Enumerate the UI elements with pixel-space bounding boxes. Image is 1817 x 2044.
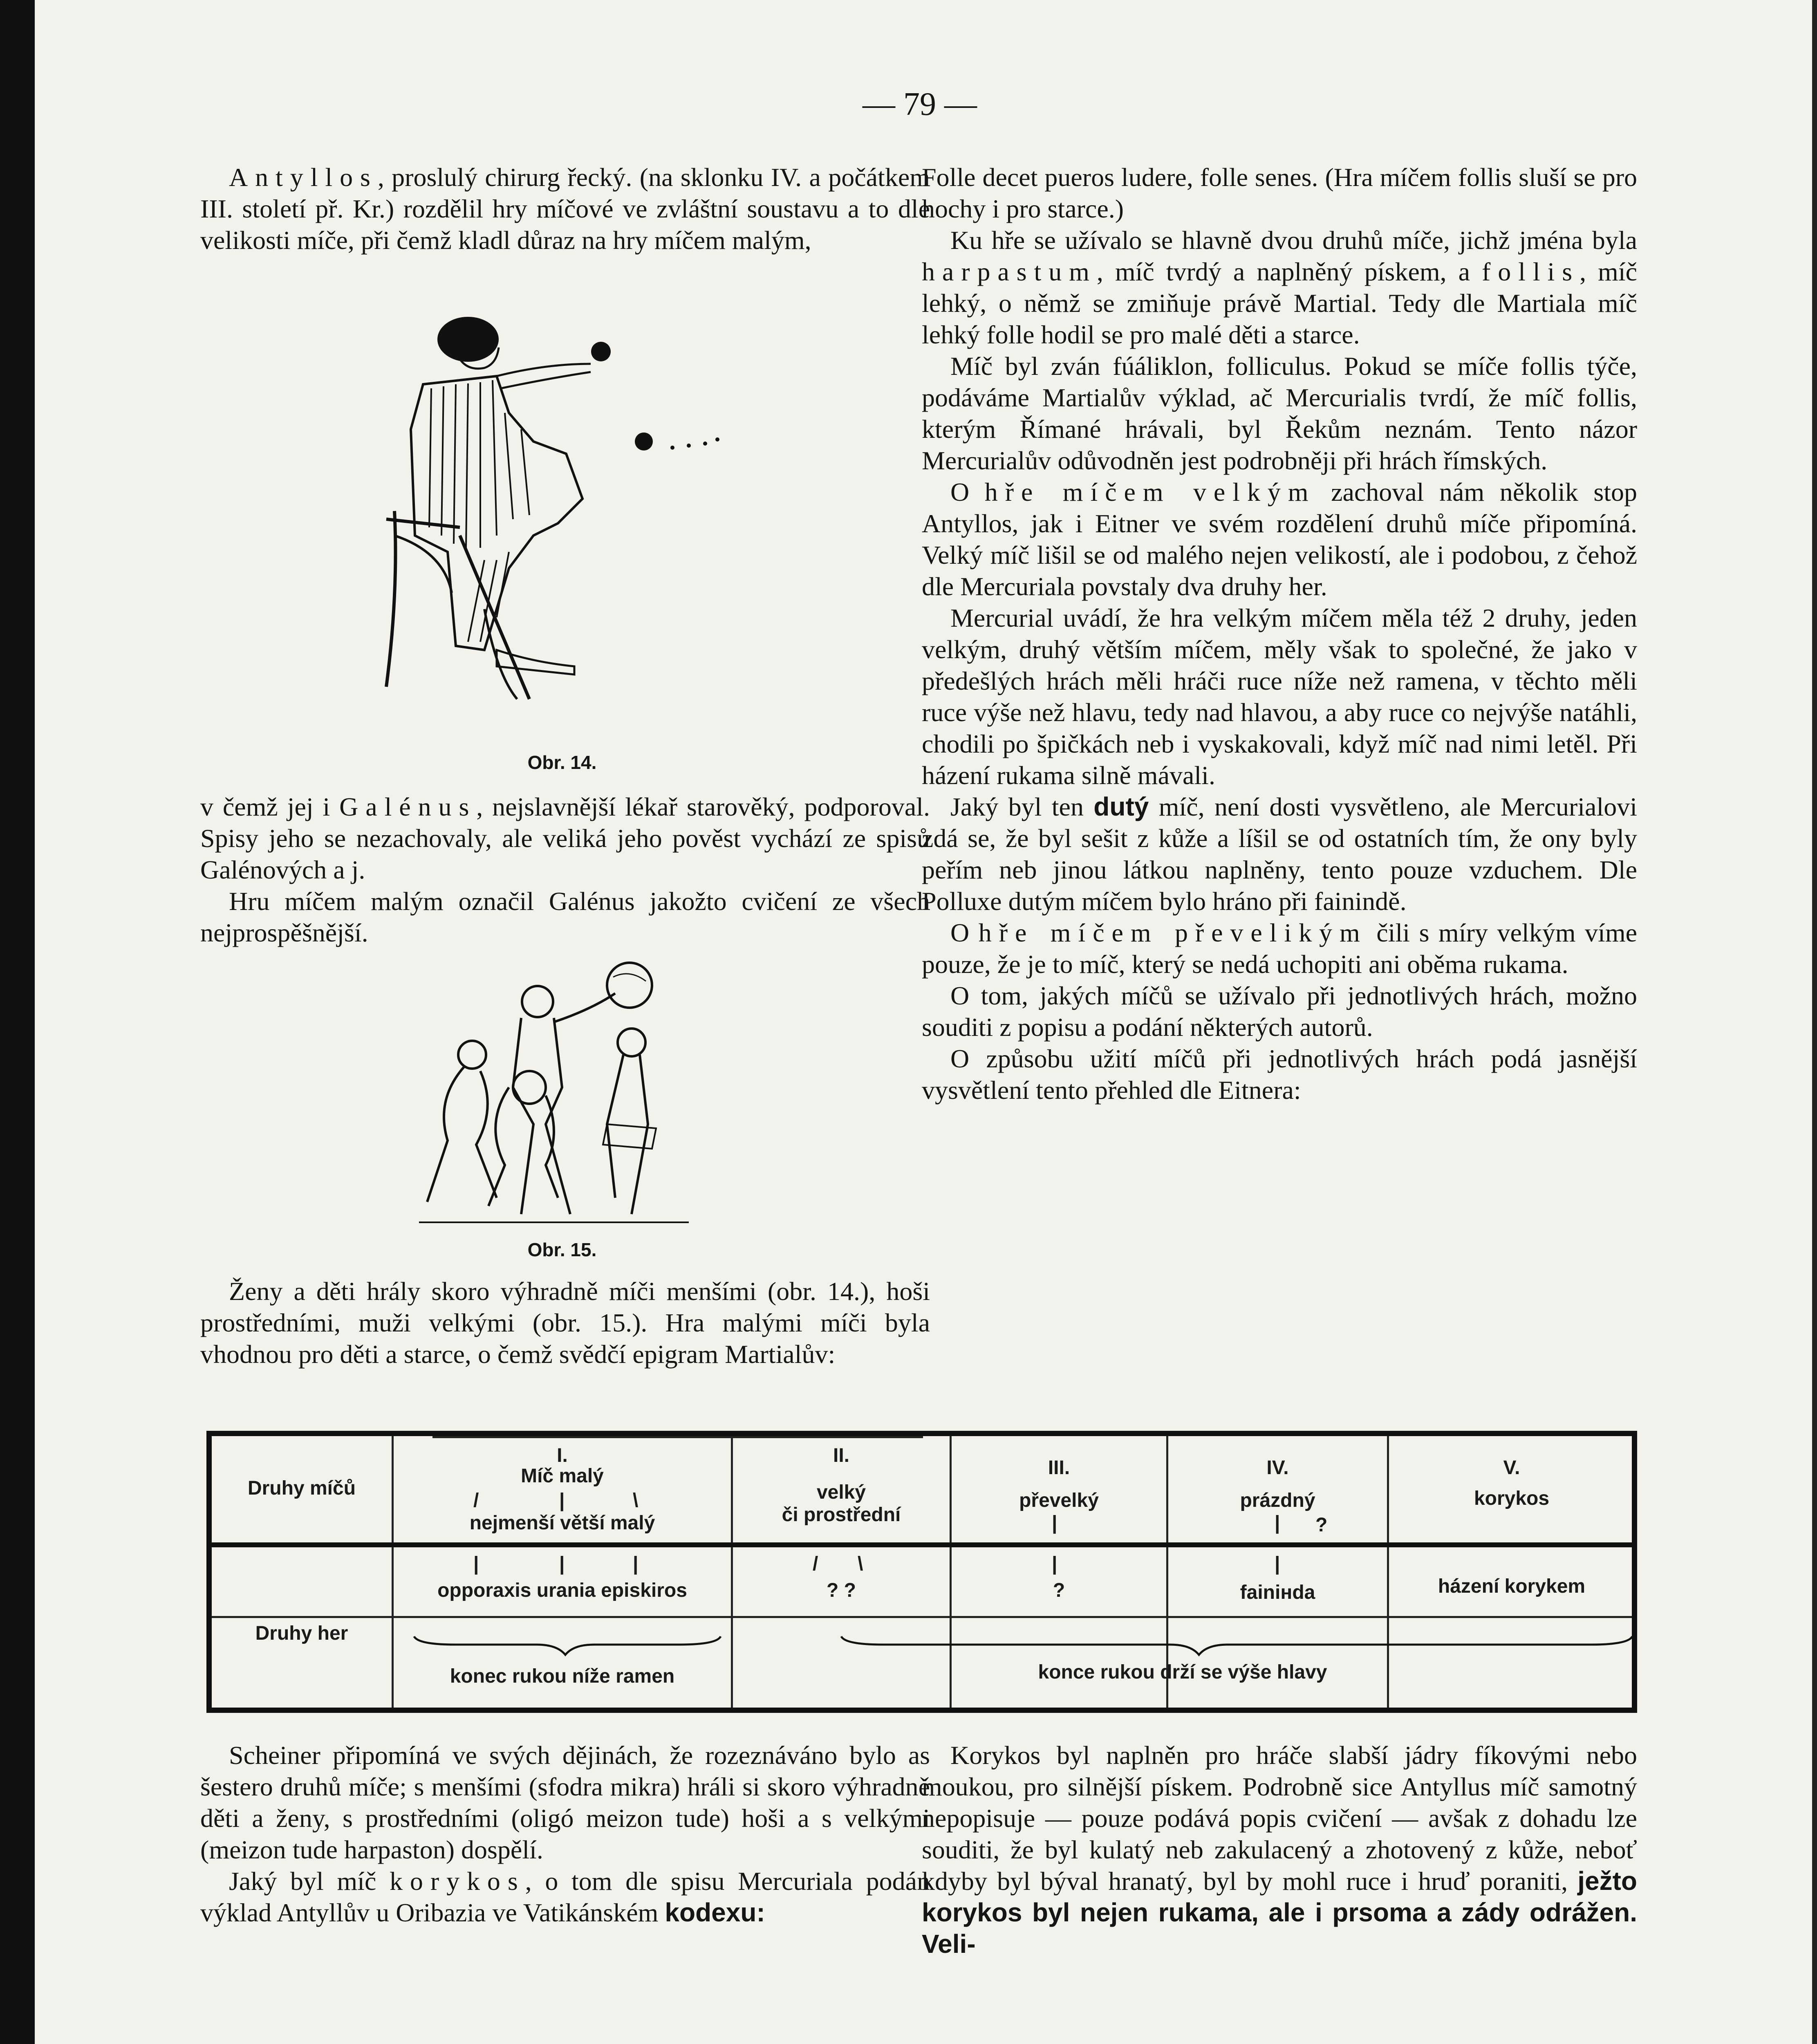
col3-number: III. — [1048, 1457, 1070, 1479]
col3-title: převelký — [1019, 1490, 1099, 1511]
left-column-top — [200, 161, 930, 256]
page-number: — 79 — — [863, 86, 977, 122]
paragraph-folle-quote: Folle decet pueros ludere, folle senes. (Hra míčem follis sluší se pro hochy i pro starce.) — [922, 163, 1637, 223]
chair-leg-right — [460, 536, 529, 699]
grouping-braces — [394, 1632, 1638, 1661]
row-label-game-types: Druhy her — [255, 1623, 348, 1644]
col2-line2: či prostřední — [782, 1504, 901, 1526]
paragraph-scheiner: Scheiner připomíná ve svých dějinách, že rozeznáváno bylo as šestero druhů míče; s menšími (sfodra mikra) hráli si skoro výhradně děti a ženy, s prostředními (oligó meizon tude) hoši a s velkými (meizon tude harpaston) dospělí. — [200, 1741, 930, 1864]
games-big-ball: ? ? — [827, 1580, 856, 1601]
caption-figure-14: Obr. 14. — [527, 752, 597, 773]
col4-number: IV. — [1266, 1457, 1289, 1479]
paragraph-folliculus: Míč byl zván fúáliklon, folliculus. Pokud se míče follis týče, podáváme Martialův výklad, ač Mercurialis tvrdí, že míč follis, kterým Římané hrávali, byl Řekům neznám. Tento názor Mercurialův odůvodněn jest podrobněji při hrách římských. — [922, 352, 1637, 475]
paragraph-korykos-intro: Jaký byl míč korykos, o tom dle spisu Mercuriala podán výklad Antyllův u Oribazia ve Vatikánském kodexu: — [200, 1867, 930, 1927]
col5-number: V. — [1503, 1457, 1520, 1479]
hands-above-head: konce rukou drží se výše hlavy — [1038, 1661, 1327, 1683]
left-column-middle — [200, 791, 930, 948]
paragraph-eitner-overview: O způsobu užití míčů při jednotlivých hrách podá jasnější vysvětlení tento přehled dle Eitnera: — [922, 1044, 1637, 1105]
ball-upper — [591, 342, 611, 361]
chair-leg-left — [386, 511, 396, 687]
figure-15-ball-players — [411, 953, 697, 1230]
games-korykos: házení korykem — [1438, 1576, 1586, 1597]
col4-title: prázdný — [1240, 1490, 1315, 1511]
caption-figure-15: Obr. 15. — [527, 1239, 597, 1260]
bottom-left-column — [200, 1739, 930, 1928]
paragraph-antyllos: Antyllos, proslulý chirurg řecký. (na sklonku IV. a počátkem III. století př. Kr.) rozdělil hry míčové ve zvláštní soustavu a to dle velikosti míče, při čemž kladl důraz na hry míčem malým, — [200, 163, 930, 255]
hair-shape — [437, 317, 499, 362]
games-hollow-ball: fainінda — [1240, 1582, 1315, 1603]
paragraph-which-balls: O tom, jakých míčů se užívalo při jednotlivých hrách, možno souditi z popisu a podání některých autorů. — [922, 981, 1637, 1042]
col2-line1: velký — [816, 1481, 866, 1503]
col5-title: korykos — [1474, 1488, 1550, 1509]
right-column — [922, 161, 1637, 1106]
left-column-lower — [200, 1275, 930, 1370]
large-ball — [607, 963, 652, 1008]
paragraph-mercurial: Mercurial uvádí, že hra velkým míčem měla též 2 druhy, jeden velkým, druhý větším míčem, měly však to společné, že jako v předešlých hrách měli hráči ruce níže než ramena, v těchto měli ruce výše než hlavu, tedy nad hlavou, a aby ruce co nejvýše natáhli, chodili po špičkách neb i vyskakovali, když míč nad nimi letěl. Při házení rukama silně mávali. — [922, 603, 1637, 790]
bottom-right-column — [922, 1739, 1637, 1960]
hands-below-shoulders: konec rukou níže ramen — [450, 1665, 675, 1687]
col4-question: ? — [1315, 1514, 1328, 1536]
row-label-ball-types: Druhy míčů — [247, 1477, 356, 1499]
paragraph-two-kinds: Ku hře se užívalo se hlavně dvou druhů míče, jichž jména byla harpastum, míč tvrdý a naplněný pískem, a follis, míč lehký, o němž se zmiňuje právě Martial. Tedy dle Martiala míč lehký folle hodil se pro malé děti a starce. — [922, 226, 1638, 349]
paragraph-huge-ball: O hře míčem převelikým čili s míry velkým víme pouze, že je to míč, který se nedá uchopiti ani oběma rukama. — [922, 918, 1638, 979]
scan-left-border — [0, 0, 35, 2044]
paragraph-women-children: Ženy a děti hrály skoro výhradně míči menšími (obr. 14.), hoši prostředními, muži velkými (obr. 15.). Hra malými míči byla vhodnou pro děti a starce, o čemž svědčí epigram Martialův: — [200, 1277, 930, 1369]
paragraph-hollow-ball: Jaký byl ten dutý míč, není dosti vysvětleno, ale Mercurialovi zdá se, že byl sešit z kůže a líšil se od ostatních tím, že ony byly peřím neb jinou látkou naplněny, tento pouze vzduchem. Dle Polluxe dutým míčem bylo hráno při fainindě. — [922, 792, 1638, 916]
games-small-ball: opporaxis urania episkiros — [437, 1580, 687, 1601]
ball-lower — [635, 433, 653, 450]
figure-14-woman-with-balls — [362, 307, 750, 719]
col1-number: I. — [557, 1445, 568, 1466]
col1-subsizes: nejmenší větší malý — [469, 1512, 655, 1534]
col2-number: II. — [833, 1445, 849, 1466]
paragraph-galenus: v čemž jej i Galénus, nejslavnější lékař starověký, podporoval. Spisy jeho se nezachovaly, ale veliká jeho pověst vychází ze spisů Galénových a j. — [200, 792, 930, 884]
paragraph-korykos-filling: Korykos byl naplněn pro hráče slabší jádry fíkovými nebo moukou, pro silnější pískem. Podrobně sice Antyllus míč samotný nepopisuje — pouze podává popis cvičení — avšak z dohadu lze souditi, že byl kulatý neb zakulacený a zhotovený z kůže, neboť kdyby byl býval hranatý, byl by mohl ruce i hruď poraniti, ježto korykos byl nejen rukama, ale i prsoma a zády odrážen. Veli- — [922, 1741, 1637, 1959]
name-antyllos: Antyllos — [229, 163, 378, 192]
name-galenus: Galénus — [339, 792, 477, 821]
col1-title: Míč malý — [521, 1465, 604, 1487]
ball-types-table: Druhy míčů Druhy her I. Míč malý / | \ nejmenší větší malý II. velký či prostřední III. převelký | IV. prázdný | ? V. korykos | | | opporaxis urania episkiros / \ ? ? | ? | fainінda házení korykem konec rukou níže ramen konce rukou drží se výše hlavy — [206, 1431, 1637, 1713]
paragraph-small-ball: Hru míčem malým označil Galénus jakožto cvičení ze všech nejprospěšnější. — [200, 887, 930, 947]
scan-right-border — [1812, 0, 1817, 2044]
book-page — [35, 0, 1812, 2044]
paragraph-big-ball: O hře míčem velkým zachoval nám několik stop Antyllos, jak i Eitner ve svém rozdělení druhů míče připomíná. Velký míč lišil se od malého nejen velikostí, ale i podobou, z čehož dle Mercuriala povstaly dva druhy her. — [922, 477, 1638, 601]
games-huge-ball: ? — [1053, 1580, 1065, 1601]
